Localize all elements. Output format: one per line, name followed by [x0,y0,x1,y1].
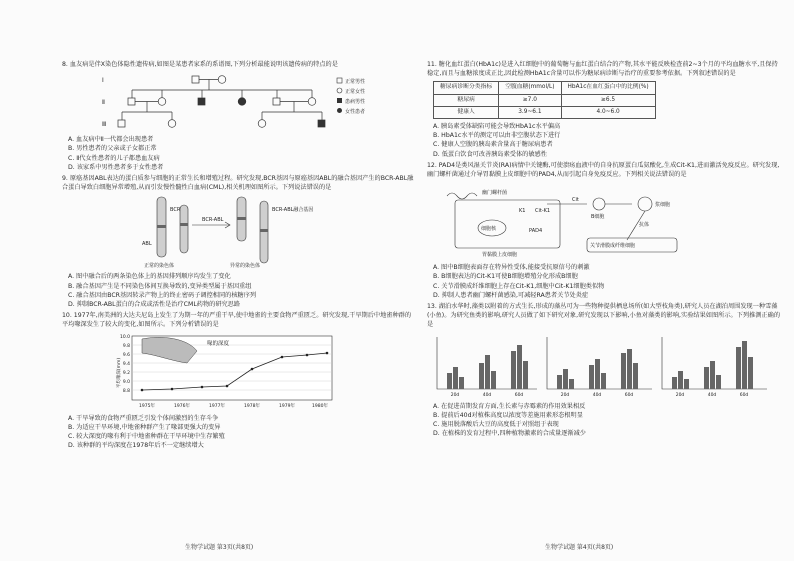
y-tick: 9.2 [122,370,130,376]
question-9 [62,174,417,309]
option-a: A. 在促进苗期发育方面,生长素与赤霉素的作用效果相反 [433,402,586,410]
label: 抗体 [639,222,650,229]
x-tick: 1976年 [174,403,190,409]
pedigree-affected-female [238,98,246,106]
label: Cit-K1 [535,208,551,215]
option-c: C. 健康人空腹的胰岛素含量高于糖尿病患者 [433,141,553,149]
caption: 正常的染色体 [144,263,175,270]
table-row [434,94,656,106]
table-cell: 3.9~6.1 [499,106,561,118]
chart-title: 喙的深度 [207,340,230,347]
option-a: A. 胰岛素受体缺陷可能会导致HbA1c水平偏高 [433,123,561,131]
bar-group [447,341,753,389]
option-c: C. 融合基因由BCR基因转录产物上的终止密码子调控相同的核糖序列 [68,291,257,299]
caption: 异常的染色体 [230,263,261,270]
pedigree-female [218,76,226,84]
x-tick: 1979年 [279,403,295,409]
diagnosis-table [433,81,656,119]
option-a: A. 图中融合后的两条染色体上的基因排列顺序均发生了变化 [68,273,231,281]
option-a: A. 血友病中Ⅱ一代都会出现患者 [68,136,154,144]
table-header: 空腹血糖(mmol/L) [499,82,561,94]
generation-label: Ⅲ [102,121,107,129]
table-header: 糖尿病诊断分类指标 [434,82,499,94]
immune-pathway-diagram [427,182,767,260]
pedigree-figure [62,72,417,132]
page-footer: 生物学试题 第3页(共8页) [185,544,254,551]
left-page [62,60,417,452]
label: K1 [519,208,526,215]
option-b: B. 为适应干旱环境,中地雀种群产生了喙部更强大的变异 [68,423,221,431]
pedigree-affected-male [198,98,205,105]
label: 幽门螺杆菌 [482,190,508,197]
label: 胃黏膜上皮细胞 [482,252,518,259]
x-tick: 20d [450,392,460,398]
option-c: C. Ⅱ代女性患者的儿子都患血友病 [68,154,160,162]
y-tick: 9.8 [122,343,130,349]
table-cell: ≥6.5 [561,94,655,106]
x-tick: 60d [739,392,749,398]
label: 关节滑膜成纤维细胞 [590,243,636,250]
legend-label: 正常女性 [345,89,366,96]
option-d: D. 该种群的平均深度在1978年后不一定继续增大 [68,442,204,450]
generation-label: Ⅱ [102,99,105,107]
table-cell: 4.0~6.0 [561,106,655,118]
label: PAD4 [529,228,543,235]
y-tick: 9.4 [122,361,130,367]
x-tick: 20d [560,392,570,398]
option-d: D. 在植株的发育过程中,四种植物激素的合成量逐渐减少 [433,430,586,438]
label: 细胞核 [481,226,497,233]
bacteria-shape [447,193,477,199]
option-b: B. 提前后40d对植株高度以浓度等差施用素形态根明显 [433,411,583,419]
pedigree-affected-male [318,120,325,127]
immune-pathway-figure [427,182,782,260]
gene-label: BCR-ABL [202,217,224,224]
option-a: A. 图中B细胞表面存在特异性受体,能接受抗原信号的刺激 [433,264,590,272]
right-page [427,60,782,440]
option-b: B. HbA1c水平的测定可以由非空腹状态下进行 [433,132,561,140]
question-stem: 8. 血友病是伴X染色体隐性遗传病,如图是某患者家系的系谱图,下列分析最能说明该遗传病的特点的是 [62,61,338,68]
question-11 [427,60,782,159]
pedigree-chart [62,72,392,132]
question-stem: 11. 糖化血红蛋白(HbA1c)是进入红细胞中的葡萄糖与血红蛋白结合的产物,其水平能反映检查前2~3个月的平均血糖水平,且保持稳定,而且与血糖浓度成正比,因此检测HbA1c含量可以作为糖尿病诊断与治疗的重要参考依据。下列叙述错误的是 [427,61,778,78]
option-b: B. 融合基因产生是不同染色体间互换导致的,变异类型属于基因重组 [68,282,252,290]
option-d: D. 抑制BCR-ABL蛋白的合成或活性是治疗CML药物的研究思路 [68,301,241,309]
y-tick: 9.6 [122,352,130,358]
x-tick: 1980年 [312,403,328,409]
beak-depth-figure [62,333,417,411]
legend-label: 女性患者 [345,109,366,116]
option-c: C. 较大深度的喙有利于中地雀种群在干旱环境中生存繁殖 [68,433,225,441]
x-tick: 20d [675,392,685,398]
label: Cit [572,197,579,204]
y-tick: 9.0 [122,379,130,385]
y-axis-label: 平均喙深(mm) [117,357,122,388]
b-cell [593,198,605,210]
option-d: D. 抑制人患者幽门螺杆菌感染,可减轻RA患者关节处炎症 [433,291,589,299]
x-tick: 1975年 [139,403,155,409]
y-tick: 10.0 [119,334,130,340]
option-c: C. 关节滑膜成纤维细胞上存在Cit-K1,细胞中Cit-K1细胞类似物 [433,282,605,290]
question-10 [62,311,417,450]
table-cell: 健康人 [434,106,499,118]
option-b: B. 男性患者的父亲或子女都正常 [68,145,157,153]
legend-label: 患病男性 [345,99,366,106]
beak-depth-chart [62,333,392,411]
bar-charts-figure [427,333,782,399]
question-13 [427,302,782,438]
table-row [434,106,656,118]
table-cell: 糖尿病 [434,94,499,106]
label: 浆细胞 [655,202,671,209]
option-c: C. 施用脱落酸后大豆的高度低于对照组于表现 [433,421,559,429]
question-stem: 12. PAD4是类风湿关节炎(RA)病情中关键酶,可使溃疡血液中的自身抗原蛋白瓜氨酸化,生成Cit-K1,进而激活免疫反应。研究发现,幽门螺杆菌通过介导胃黏膜上皮细胞中的PAD4,从而引起自身免疫反应。下列相关说法错误的是 [427,161,780,179]
table-cell: ≥7.0 [499,94,561,106]
x-tick: 60d [624,392,634,398]
option-b: B. B细胞表达的Cit-K1可使B细胞增殖分化形成B细胞 [433,273,578,281]
pedigree-male [192,76,199,83]
bar-charts [427,333,772,399]
label: B细胞 [591,214,605,221]
legend-label: 正常男性 [345,79,366,86]
question-stem: 10. 1977年,南美洲的大达夫尼岛上发生了为期一年的严重干旱,使中地雀的主要食物严重匮乏。研究发现,干旱期后中地雀种群的平均喙深发生了较大的变化,如图所示。下列分析错误的是 [62,312,412,329]
option-a: A. 干旱导致的食物严重匮乏引发个体间激烈的生存斗争 [68,414,219,422]
question-12 [427,161,782,300]
x-tick: 1977年 [209,403,225,409]
y-tick: 8.8 [122,388,130,394]
question-stem: 9. 原癌基因ABL表达的蛋白质参与细胞的正常生长和增殖过程。研究发现,BCR基因与原癌基因ABL的融合基因产生的BCR-ABL融合蛋白导致白细胞异常增殖,从而引发慢性髓性白血病(CML),相关机理如图所示。下列说法错误的是 [62,175,414,192]
chromosome-diagram [62,195,392,269]
page-footer: 生物学试题 第4页(共8页) [545,544,614,551]
gene-label: BCR [170,207,181,214]
table-header: HbA1c在血红蛋白中的比例(%) [561,82,655,94]
gene-label: BCR-ABL融合基因 [272,207,314,214]
generation-label: Ⅰ [102,77,104,85]
x-tick: 40d [592,392,602,398]
x-tick: 60d [514,392,524,398]
x-tick: 40d [707,392,717,398]
option-d: D. 该家系中男性患者多于女性患者 [68,163,164,171]
question-stem: 13. 湖泊水华时,藻类以附着的方式生长,形成的藻丛可为一些物种提供栖息场所(如大型枝角类),研究人员在湖泊周围发现一种雪藻(小鱼)。为研究鱼类的影响,研究人员做了如下研究对象,研究发现以下影响,小鱼对藻类的影响,实验结果如图所示。下列推测正确的是 [427,303,781,329]
option-d: D. 低蛋白饮食可改善胰岛素受体的敏感性 [433,150,547,158]
x-tick: 1978年 [244,403,260,409]
gene-label: ABL [142,241,152,248]
x-tick: 40d [482,392,492,398]
question-8 [62,60,417,172]
chromosome-figure [62,195,417,269]
plasma-cell [638,197,652,211]
